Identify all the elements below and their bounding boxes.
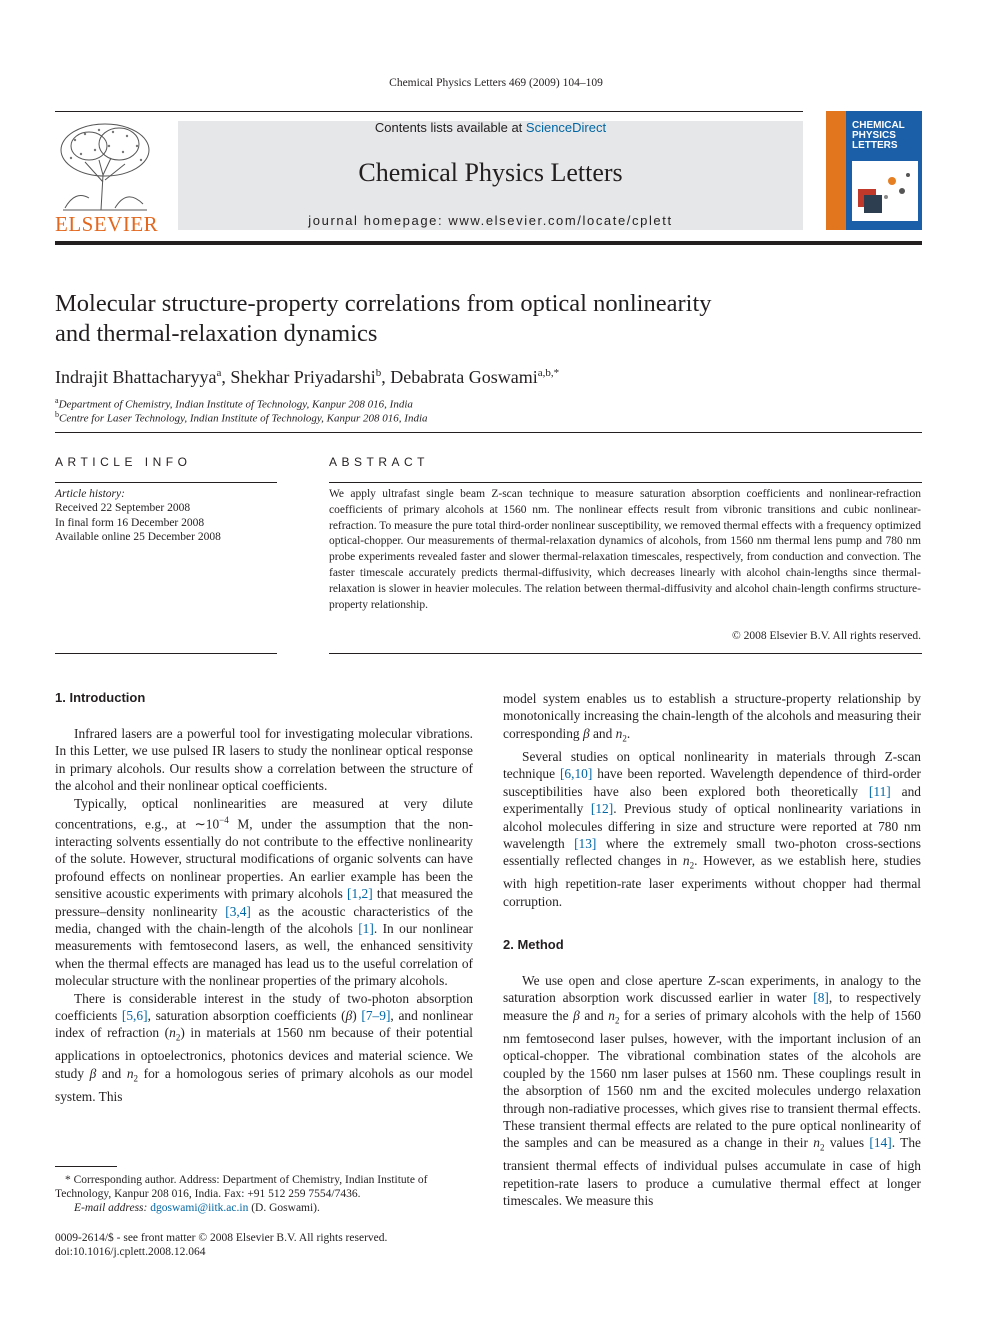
section-heading-introduction: 1. Introduction xyxy=(55,690,146,705)
author-list: Indrajit Bhattacharyya$^a$, Shekhar Priyadarshi$^b$, Debabrata Goswami$^{a,b,*}$ xyxy=(55,367,560,387)
method-text: We use open and close aperture Z-scan experiments, in analogy to the saturation absorption work discussed earlier in water [8], to respectively measure the β and $n_2$ for a series of primary alcohols with the help of 1560 nm femtosecond laser pulses, however, with the important inclusion of an optical-chopper. The vibrational combination states of the alcohols are coupled by the 1560 nm laser pulses at 1560 nm. These couplings result in the absorption of 1560 nm and the excited molecules undergo relaxation through non-radiative processes, which gives rise to transient thermal effects. These transient thermal effects are related to the pure optical nonlinearity of the samples and can be measured as a change in their $n_2$ values [14]. The transient thermal effects of individual pulses accumulate in case of high repetition-rate lasers to produce a cumulative thermal effect at longer timescales. We measure this xyxy=(503,973,922,1209)
divider xyxy=(55,653,277,654)
footnote-rule xyxy=(55,1166,117,1167)
citation-link[interactable]: [3,4] xyxy=(225,903,251,919)
issn-line: 0009-2614/$ - see front matter © 2008 Elsevier B.V. All rights reserved. xyxy=(55,1232,388,1244)
author-affil-mark[interactable]: a,b,* xyxy=(537,367,560,379)
divider xyxy=(55,432,922,433)
journal-reference: Chemical Physics Letters 469 (2009) 104–109 xyxy=(389,77,603,89)
email-link[interactable]: dgoswami@iitk.ac.in xyxy=(150,1202,249,1214)
article-history xyxy=(55,487,221,545)
citation-link[interactable]: [8] xyxy=(813,990,829,1006)
article-info-heading: ARTICLE INFO xyxy=(55,455,192,469)
journal-homepage[interactable]: journal homepage: www.elsevier.com/locate/cplett xyxy=(308,213,673,228)
cover-title: CHEMICAL PHYSICS LETTERS xyxy=(852,120,905,151)
introduction-text-right: model system enables us to establish a structure-property relationship by monotonically increasing the chain-length of the alcohols and measuring their corresponding β and $n_2$. Several studies on optical nonlinearity in materials through Z-scan technique [6,10] have been reported. Wavelength dependence of third-order susceptibilities have also been explored both theoretically [11] and experimentally [12]. Previous study of optical nonlinearity variations in alcohol molecules differing in size and structure were reported at 780 nm wavelength [13] where the extremely small two-photon cross-sections essentially reflected changes in $n_2$. However, as we establish here, studies with high repetition-rate laser experiments without chopper had thermal corruption. xyxy=(503,691,921,909)
citation-link[interactable]: [6,10] xyxy=(559,766,593,782)
author-name: Debabrata Goswami xyxy=(390,367,538,387)
author-name: Shekhar Priyadarshi xyxy=(230,367,376,387)
abstract-heading: ABSTRACT xyxy=(329,455,430,469)
final-form-date: In final form 16 December 2008 xyxy=(55,516,205,529)
journal-title: Chemical Physics Letters xyxy=(358,158,623,187)
author-affil-mark: b xyxy=(375,367,382,379)
citation-link[interactable]: [1,2] xyxy=(347,886,373,902)
corresponding-author-note: * Corresponding author. Address: Department of Chemistry, Indian Institute of Technology, Kanpur 208 016, India. Fax: +91 512 259 7554/7436. xyxy=(55,1174,428,1201)
online-date: Available online 25 December 2008 xyxy=(55,531,221,544)
author-name: Indrajit Bhattacharyya xyxy=(55,367,217,387)
abstract-text: We apply ultrafast single beam Z-scan technique to measure saturation absorption coefficients and nonlinear-refraction coefficients of primary alcohols at 1560 nm. The nonlinear effects result from vibronic transitions and cubic nonlinear-refraction. To measure the pure total third-order nonlinear susceptibility, we removed thermal effects with a frequency optimized optical-chopper. Our measurements of thermal-relaxation dynamics of alcohols, from 1560 nm thermal lens pump and 780 nm probe experiments revealed faster and slower thermal-relaxation timescales, respectively, from conduction and convection. The faster timescale accurately predicts thermal-diffusivity, which decreases linearly with alcohol chain-lengths since thermal-relaxation is slower in heavier molecules. The relation between thermal-diffusivity and alcohol chain-length confirms structure-property relationship. xyxy=(329,488,921,611)
received-date: Received 22 September 2008 xyxy=(55,502,191,515)
publisher-name: ELSEVIER xyxy=(55,212,159,236)
article-title: Molecular structure-property correlations from optical nonlinearity and thermal-relaxation dynamics xyxy=(55,290,712,347)
citation-link[interactable]: [14] xyxy=(869,1135,892,1151)
journal-banner xyxy=(178,121,803,230)
elsevier-logo xyxy=(55,120,159,236)
cover-graphic-icon xyxy=(852,161,918,221)
citation-link[interactable]: [1] xyxy=(358,920,374,936)
introduction-text-left: Infrared lasers are a powerful tool for investigating molecular vibrations. In this Letter, we use pulsed IR lasers to study the nonlinear optical response in primary alcohols. Our results show a correlation between the structure of the alcohol and their nonlinear optical coefficients. Typically, optical nonlinearities are measured at very dilute concentrations, e.g., at $\sim 10^{-4}$ M, under the assumption that the non-interacting solvents essentially do not contribute to the effective nonlinearity of the solute. However, structural modifications of organic solvents can have profound effects on nonlinear properties. An earlier example has been the sensitive acoustic experiments with primary alcohols [1,2] that measured the pressure–density nonlinearity [3,4] as the acoustic characteristics of the media, changed with the chain-length of the alcohols [1]. In our nonlinear measurements with femtosecond lasers, as well, the enhanced sensitivity when the thermal effects are managed has lead us to the useful correlation of molecular structure with the nonlinear properties of the primary alcohols. There is considerable interest in the study of two-photon absorption coefficients [5,6], saturation absorption coefficients (β) [7–9], and nonlinear index of refraction $(n_2)$ in materials at 1560 nm because of their potential applications in optoelectronics, photonics devices and material science. We study β and $n_2$ for a homologous series of primary alcohols as our model system. This xyxy=(55,726,474,1104)
affiliation-b: $^b$Centre for Laser Technology, Indian Institute of Technology, Kanpur 208 016, India xyxy=(55,410,428,425)
sciencedirect-link[interactable]: ScienceDirect xyxy=(525,120,607,135)
citation-link[interactable]: [5,6] xyxy=(121,1007,148,1023)
citation-link[interactable]: [7–9] xyxy=(361,1007,391,1023)
header-rule xyxy=(55,111,803,112)
divider xyxy=(55,482,277,483)
divider xyxy=(329,482,922,483)
elsevier-tree-icon xyxy=(55,120,155,212)
divider xyxy=(329,653,922,654)
cover-strip xyxy=(826,111,846,230)
doi-line[interactable]: doi:10.1016/j.cplett.2008.12.064 xyxy=(55,1246,206,1258)
contents-line xyxy=(178,121,803,135)
citation-link[interactable]: [13] xyxy=(574,835,597,851)
abstract-copyright: © 2008 Elsevier B.V. All rights reserved. xyxy=(732,630,921,642)
affiliation-a: $^a$Department of Chemistry, Indian Institute of Technology, Kanpur 208 016, India xyxy=(55,396,413,411)
email-note: E-mail address: dgoswami@iitk.ac.in (D. Goswami). xyxy=(74,1202,320,1214)
contents-prefix: Contents lists available at xyxy=(374,120,526,135)
citation-link[interactable]: [12] xyxy=(590,801,614,817)
journal-cover-thumbnail xyxy=(826,111,922,230)
section-heading-method: 2. Method xyxy=(503,937,564,952)
header-thick-rule xyxy=(55,241,922,245)
history-label: Article history: xyxy=(55,488,125,500)
citation-link[interactable]: [11] xyxy=(868,783,891,799)
author-affil-mark: a xyxy=(216,367,222,379)
